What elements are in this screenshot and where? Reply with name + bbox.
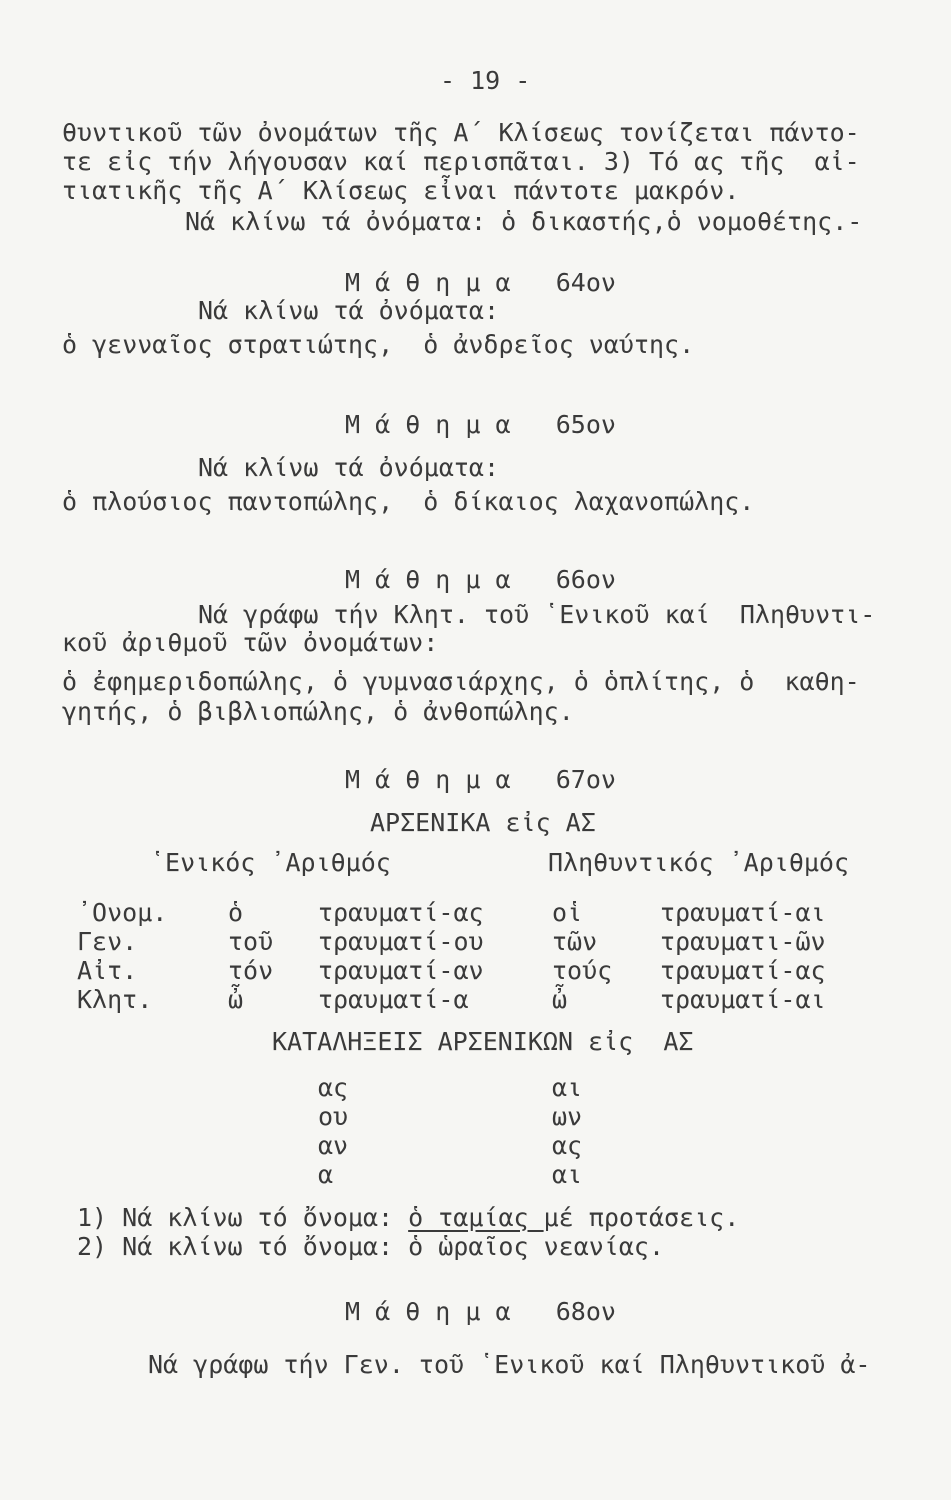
lesson-heading: Μ ά θ η μ α 68ον [345, 1297, 616, 1326]
case-label: ᾽Ονομ. [77, 898, 168, 927]
exercise-2: 2) Νά κλίνω τό ὄνομα: ὁ ὡραῖος νεανίας. [77, 1232, 664, 1261]
lesson-body: ὁ γενναῖος στρατιώτης, ὁ ἀνδρεῖος ναύτης. [62, 330, 695, 359]
article-singular: ὦ [228, 985, 244, 1014]
column-header-plural: Πληθυντικός ᾽Αριθμός [548, 848, 850, 877]
form-singular: τραυματί-α [318, 985, 469, 1014]
ending-plural: ας [552, 1131, 583, 1160]
case-label: Κλητ. [77, 985, 153, 1014]
text-line: Νά γράφω τήν Κλητ. τοῦ ῾Ενικοῦ καί Πληθυντι- [198, 600, 876, 629]
ending-singular: ου [318, 1102, 349, 1131]
lesson-heading: Μ ά θ η μ α 65ον [345, 410, 616, 439]
ending-plural: αι [552, 1073, 583, 1102]
form-singular: τραυματί-αν [318, 956, 484, 985]
article-singular: τοῦ [228, 927, 274, 956]
text-line: γητής, ὁ βιβλιοπώλης, ὁ ἀνθοπώλης. [62, 697, 574, 726]
ending-plural: ων [552, 1102, 583, 1131]
form-plural: τραυματί-αι [660, 985, 826, 1014]
text-line: τε εἰς τήν λήγουσαν καί περισπᾶται. 3) Τό ας τῆς αἰ- [62, 147, 860, 176]
exercise-text: μέ προτάσεις. [543, 1203, 740, 1232]
page-number: - 19 - [440, 66, 531, 95]
ending-singular: αν [318, 1131, 349, 1160]
endings-title: ΚΑΤΑΛΗΞΕΙΣ ΑΡΣΕΝΙΚΩΝ εἰς ΑΣ [272, 1027, 694, 1056]
form-plural: τραυματί-αι [660, 898, 826, 927]
column-header-singular: ῾Ενικός ᾽Αριθμός [150, 848, 391, 877]
article-plural: οἱ [552, 898, 583, 927]
text-line: Νά γράφω τήν Γεν. τοῦ ῾Ενικοῦ καί Πληθυντικοῦ ἀ- [148, 1350, 871, 1379]
lesson-body: ὁ πλούσιος παντοπώλης, ὁ δίκαιος λαχανοπώλης. [62, 487, 755, 516]
lesson-heading: Μ ά θ η μ α 67ον [345, 765, 616, 794]
ending-singular: ας [318, 1073, 349, 1102]
case-label: Αἰτ. [77, 956, 138, 985]
lesson-heading: Μ ά θ η μ α 64ον [345, 268, 616, 297]
lesson-instruction: Νά κλίνω τά ὀνόματα: [198, 296, 500, 325]
case-label: Γεν. [77, 927, 138, 956]
text-line: Νά κλίνω τά ὀνόματα: ὁ δικαστής,ὁ νομοθέτης.- [185, 207, 863, 236]
lesson-subheading: ΑΡΣΕΝΙΚΑ εἰς ΑΣ [370, 808, 596, 837]
lesson-heading: Μ ά θ η μ α 66ον [345, 565, 616, 594]
article-singular: ὁ [228, 898, 244, 927]
ending-plural: αι [552, 1160, 583, 1189]
underlined-term: ὁ ταμίας [408, 1203, 544, 1232]
form-plural: τραυματί-ας [660, 956, 826, 985]
text-line: κοῦ ἀριθμοῦ τῶν ὀνομάτων: [62, 628, 439, 657]
text-line: θυντικοῦ τῶν ὀνομάτων τῆς Α΄ Κλίσεως τονίζεται πάντο- [62, 118, 860, 147]
article-singular: τόν [228, 956, 274, 985]
form-plural: τραυματι-ῶν [660, 927, 826, 956]
article-plural: τούς [552, 956, 613, 985]
form-singular: τραυματί-ου [318, 927, 484, 956]
article-plural: τῶν [552, 927, 598, 956]
article-plural: ὦ [552, 985, 568, 1014]
text-line: ὁ ἐφημεριδοπώλης, ὁ γυμνασιάρχης, ὁ ὁπλίτης, ὁ καθη- [62, 667, 860, 696]
exercise-text: 1) Νά κλίνω τό ὄνομα: [77, 1203, 409, 1232]
lesson-instruction: Νά κλίνω τά ὀνόματα: [198, 453, 500, 482]
exercise-1 [77, 1203, 739, 1233]
ending-singular: α [318, 1160, 334, 1189]
text-line: τιατικῆς τῆς Α΄ Κλίσεως εἶναι πάντοτε μακρόν. [62, 176, 740, 205]
form-singular: τραυματί-ας [318, 898, 484, 927]
